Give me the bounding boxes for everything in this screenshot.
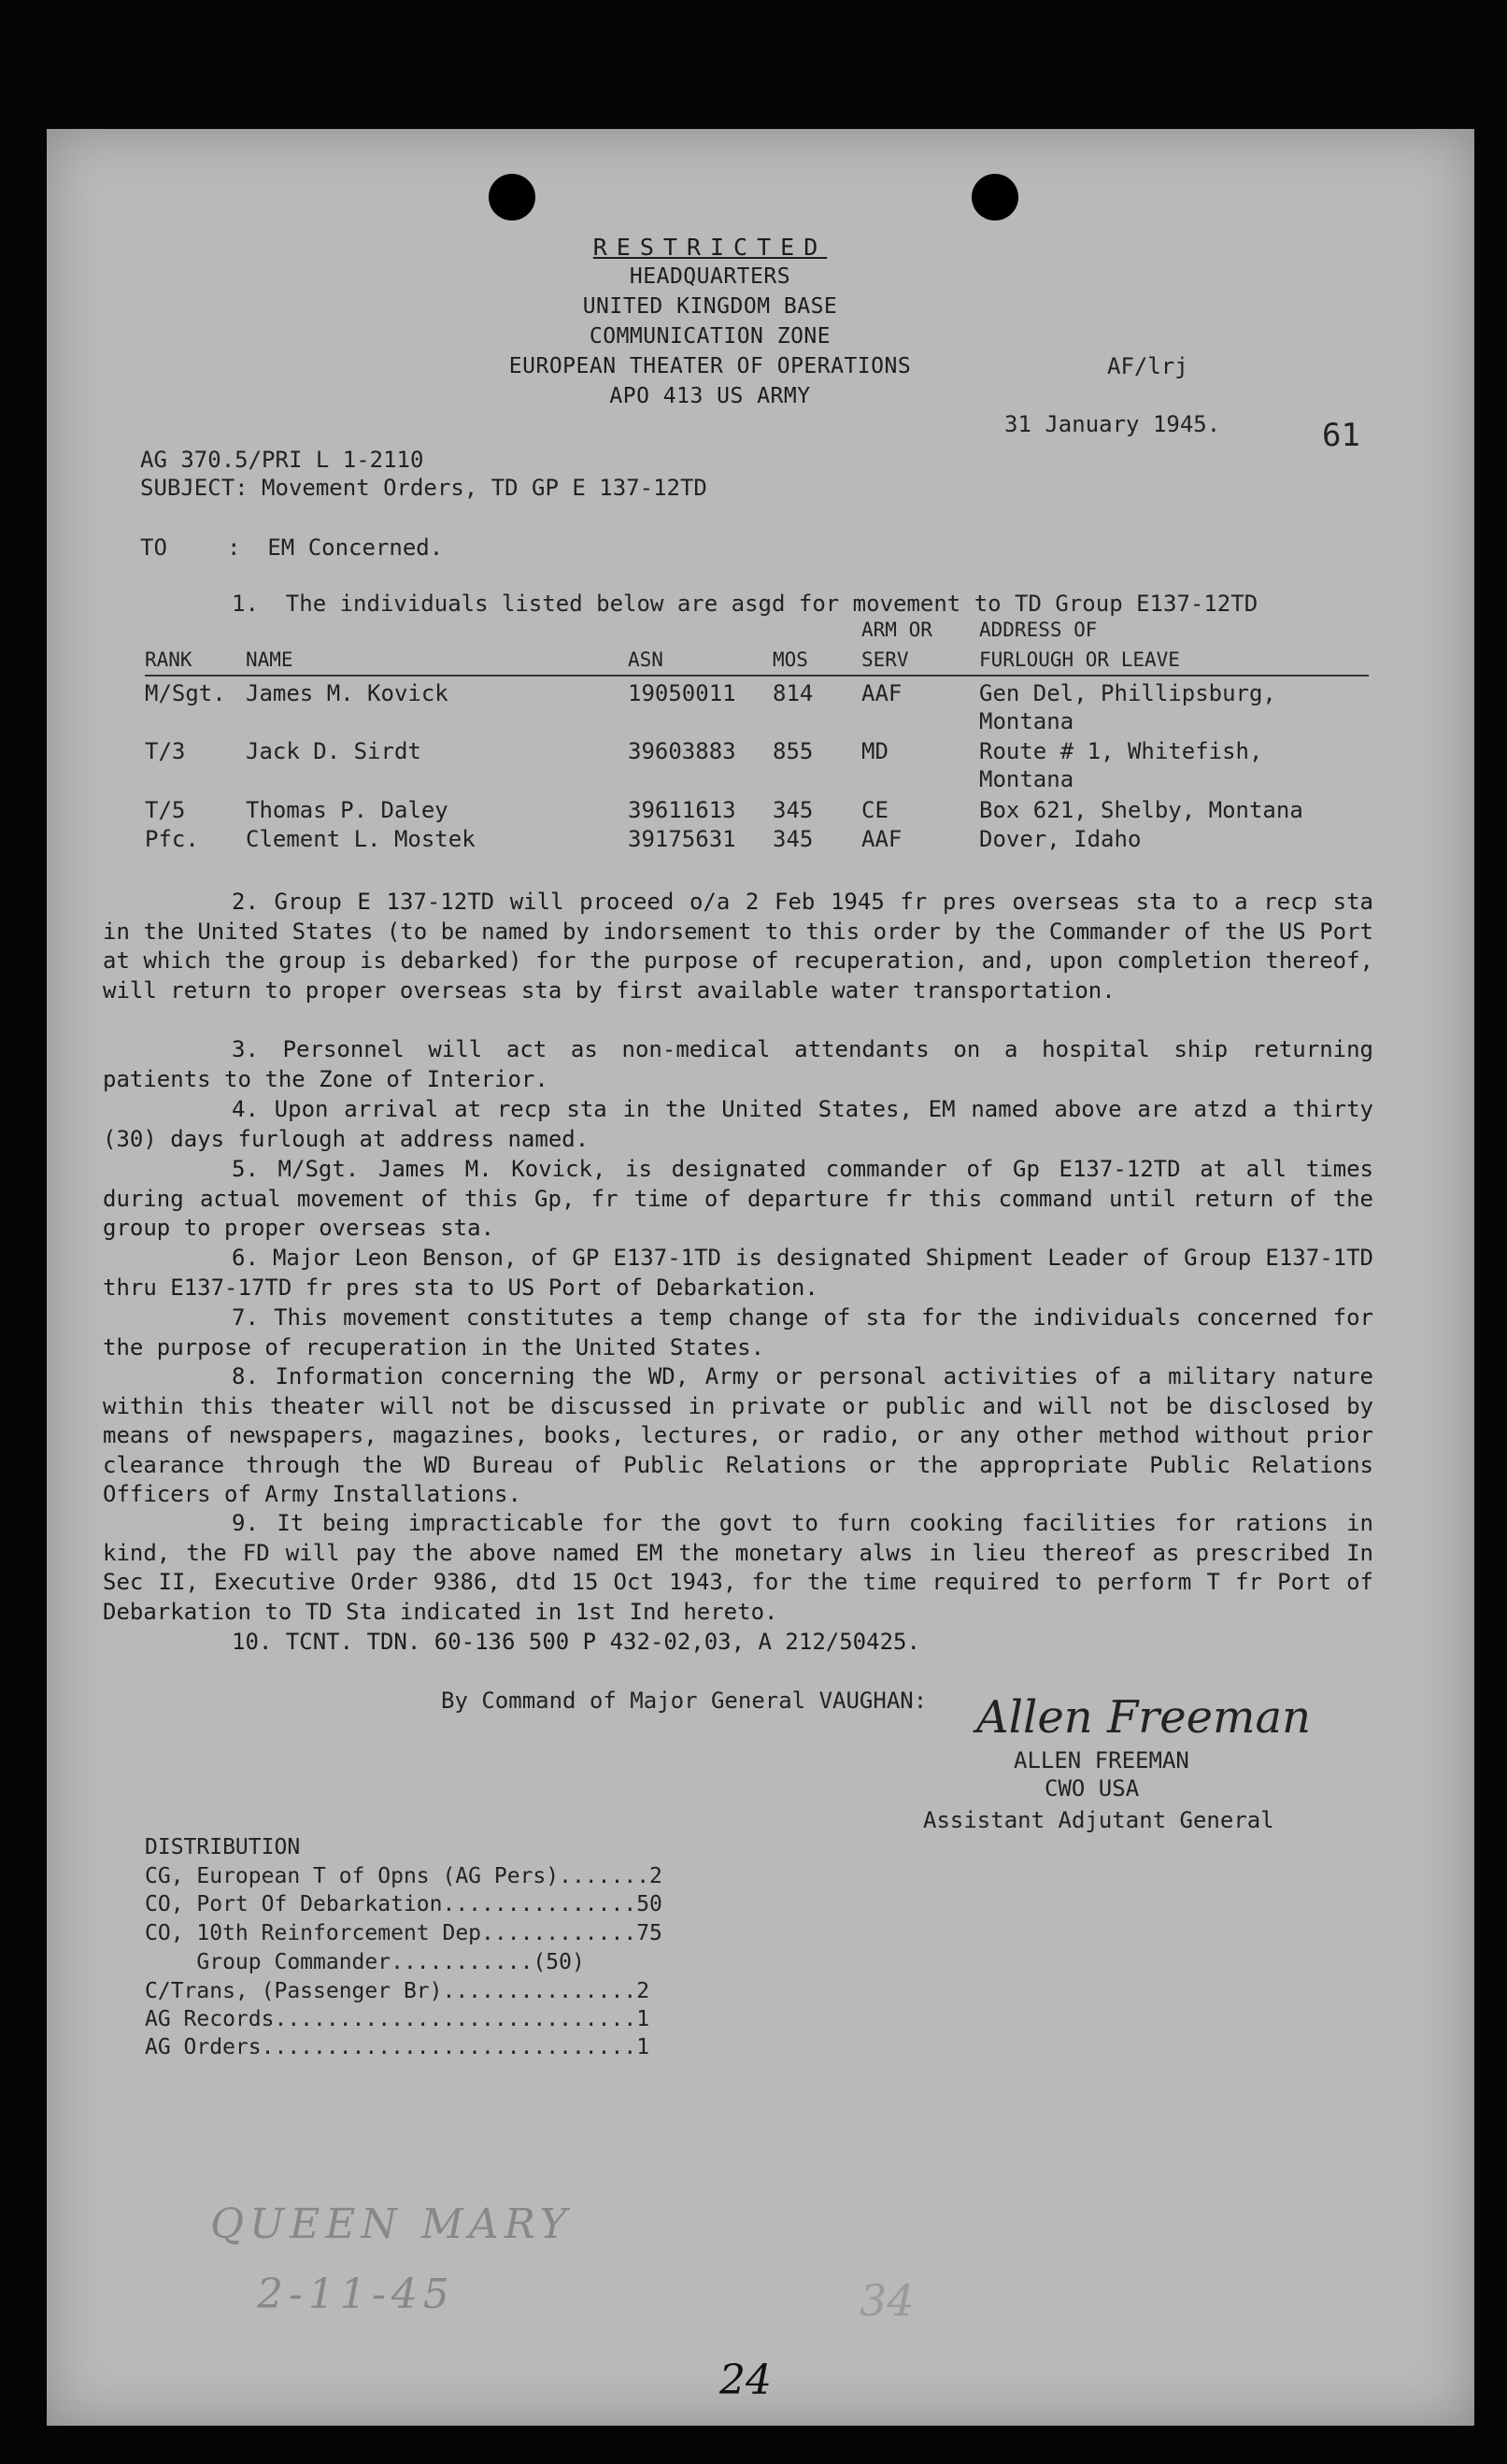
distribution-item: AG Orders.............................1 <box>145 2035 650 2059</box>
roster-header-address-of: ADDRESS OF <box>979 619 1098 641</box>
paragraph-9: 9. It being impracticable for the govt to furn cooking facilities for rations in kind, the FD will pay the above named EM the monetary alws in lieu thereof as prescribed In Sec II, Executive Order 9386, dtd 15 Oct 1943, for the time required to perform T fr Port of Debarkation to TD Sta indicated in 1st Ind hereto. <box>103 1510 1373 1625</box>
header-line-3: COMMUNICATION ZONE <box>589 324 832 349</box>
paragraph-8: 8. Information concerning the WD, Army or personal activities of a military nature within this theater will not be discussed in private or public and will not be disclosed by means of newspapers, magazines, books, lectures, or radio, or any other method without prior clearance through the WD Bureau of Public Relations or the appropriate Public Relations Officers of Army Installations. <box>103 1363 1373 1507</box>
table-row-asn: 39603883 <box>628 738 736 764</box>
table-row-rank: T/3 <box>145 738 186 764</box>
table-row-serv: CE <box>861 797 889 823</box>
subject-line: SUBJECT: Movement Orders, TD GP E 137-12TD <box>140 475 707 501</box>
table-row-address: Route # 1, Whitefish, <box>979 738 1263 764</box>
distribution-title: DISTRIBUTION <box>145 1835 301 1859</box>
table-row-address-line2: Montana <box>979 766 1074 792</box>
roster-header-arm-or: ARM OR <box>861 619 932 641</box>
table-row-serv: MD <box>861 738 889 764</box>
table-row-serv: AAF <box>861 826 903 852</box>
table-row-serv: AAF <box>861 680 903 706</box>
handwritten-ship-name: QUEEN MARY <box>210 2201 573 2248</box>
header-line-2: UNITED KINGDOM BASE <box>582 294 838 319</box>
table-row-address: Dover, Idaho <box>979 826 1142 852</box>
table-row-name: Jack D. Sirdt <box>246 738 421 764</box>
table-row-name: James M. Kovick <box>246 680 448 706</box>
handwritten-mark: 34 <box>860 2275 915 2326</box>
classification-heading: RESTRICTED <box>592 234 828 261</box>
table-row-asn: 19050011 <box>628 680 736 706</box>
signer-name: ALLEN FREEMAN <box>1014 1747 1189 1773</box>
paragraph-6: 6. Major Leon Benson, of GP E137-1TD is designated Shipment Leader of Group E137-1TD thru E137-17TD fr pres sta to US Port of Debarkation. <box>103 1245 1373 1301</box>
table-row-rank: T/5 <box>145 797 186 823</box>
table-row-asn: 39611613 <box>628 797 736 823</box>
page-mark: 61 <box>1322 417 1360 454</box>
distribution-item: CO, 10th Reinforcement Dep............75 <box>145 1921 662 1945</box>
table-row-name: Clement L. Mostek <box>246 826 476 852</box>
punch-hole-left <box>489 174 535 221</box>
header-line-5: APO 413 US ARMY <box>609 384 811 408</box>
distribution-item: AG Records............................1 <box>145 2007 650 2031</box>
roster-header-mos: MOS <box>773 648 808 671</box>
distribution-item: Group Commander...........(50) <box>145 1950 585 1974</box>
paragraph-10: 10. TCNT. TDN. 60-136 500 P 432-02,03, A 212/50425. <box>232 1629 920 1655</box>
roster-header-address: FURLOUGH OR LEAVE <box>979 648 1180 671</box>
table-row-rank: M/Sgt. <box>145 680 226 706</box>
table-row-rank: Pfc. <box>145 826 199 852</box>
handwritten-page-number: 24 <box>719 2357 772 2404</box>
table-row-mos: 814 <box>773 680 814 706</box>
header-line-1: HEADQUARTERS <box>629 264 791 289</box>
to-label: TO <box>140 534 167 561</box>
roster-header-rank: RANK <box>145 648 192 671</box>
header-line-4: EUROPEAN THEATER OF OPERATIONS <box>508 354 912 378</box>
signer-rank: CWO USA <box>1045 1775 1140 1802</box>
distribution-item: CG, European T of Opns (AG Pers).......2 <box>145 1864 662 1888</box>
document-date: 31 January 1945. <box>1004 411 1221 437</box>
to-value: : EM Concerned. <box>227 534 444 561</box>
table-row-asn: 39175631 <box>628 826 736 852</box>
distribution-item: C/Trans, (Passenger Br)...............2 <box>145 1979 650 2003</box>
paragraph-4: 4. Upon arrival at recp sta in the United States, EM named above are atzd a thirty (30) days furlough at address named. <box>103 1096 1373 1152</box>
distribution-item: CO, Port Of Debarkation...............50 <box>145 1892 662 1916</box>
file-number: AG 370.5/PRI L 1-2110 <box>140 447 424 473</box>
handwritten-date: 2-11-45 <box>257 2271 455 2318</box>
roster-header-asn: ASN <box>628 648 663 671</box>
signer-title: Assistant Adjutant General <box>923 1807 1274 1833</box>
roster-header-name: NAME <box>246 648 293 671</box>
punch-hole-right <box>972 174 1018 221</box>
paragraph-3: 3. Personnel will act as non-medical attendants on a hospital ship returning patients to the Zone of Interior. <box>103 1036 1373 1092</box>
roster-header-rule <box>145 675 1369 677</box>
by-command-line: By Command of Major General VAUGHAN: <box>441 1688 928 1714</box>
table-row-mos: 345 <box>773 826 814 852</box>
table-row-address: Box 621, Shelby, Montana <box>979 797 1303 823</box>
table-row-name: Thomas P. Daley <box>246 797 448 823</box>
paragraph-2: 2. Group E 137-12TD will proceed o/a 2 Feb 1945 fr pres overseas sta to a recp sta in the United States (to be named by indorsement to this order by the Commander of the US Port at which the group is debarked) for the purpose of recuperation, and, upon completion thereof, will return to proper overseas sta by first available water transportation. <box>103 889 1373 1004</box>
roster-header-serv: SERV <box>861 648 909 671</box>
table-row-mos: 345 <box>773 797 814 823</box>
table-row-address: Gen Del, Phillipsburg, <box>979 680 1276 706</box>
typist-initials: AF/lrj <box>1107 353 1188 379</box>
paragraph-7: 7. This movement constitutes a temp change of sta for the individuals concerned for the purpose of recuperation in the United States. <box>103 1304 1373 1360</box>
paragraph-5: 5. M/Sgt. James M. Kovick, is designated commander of Gp E137-12TD at all times during actual movement of this Gp, fr time of departure fr this command until return of the group to proper overseas sta. <box>103 1156 1373 1241</box>
table-row-mos: 855 <box>773 738 814 764</box>
paragraph-1: 1. The individuals listed below are asgd for movement to TD Group E137-12TD <box>232 591 1258 617</box>
handwritten-signature: Allen Freeman <box>976 1691 1312 1744</box>
table-row-address-line2: Montana <box>979 708 1074 734</box>
